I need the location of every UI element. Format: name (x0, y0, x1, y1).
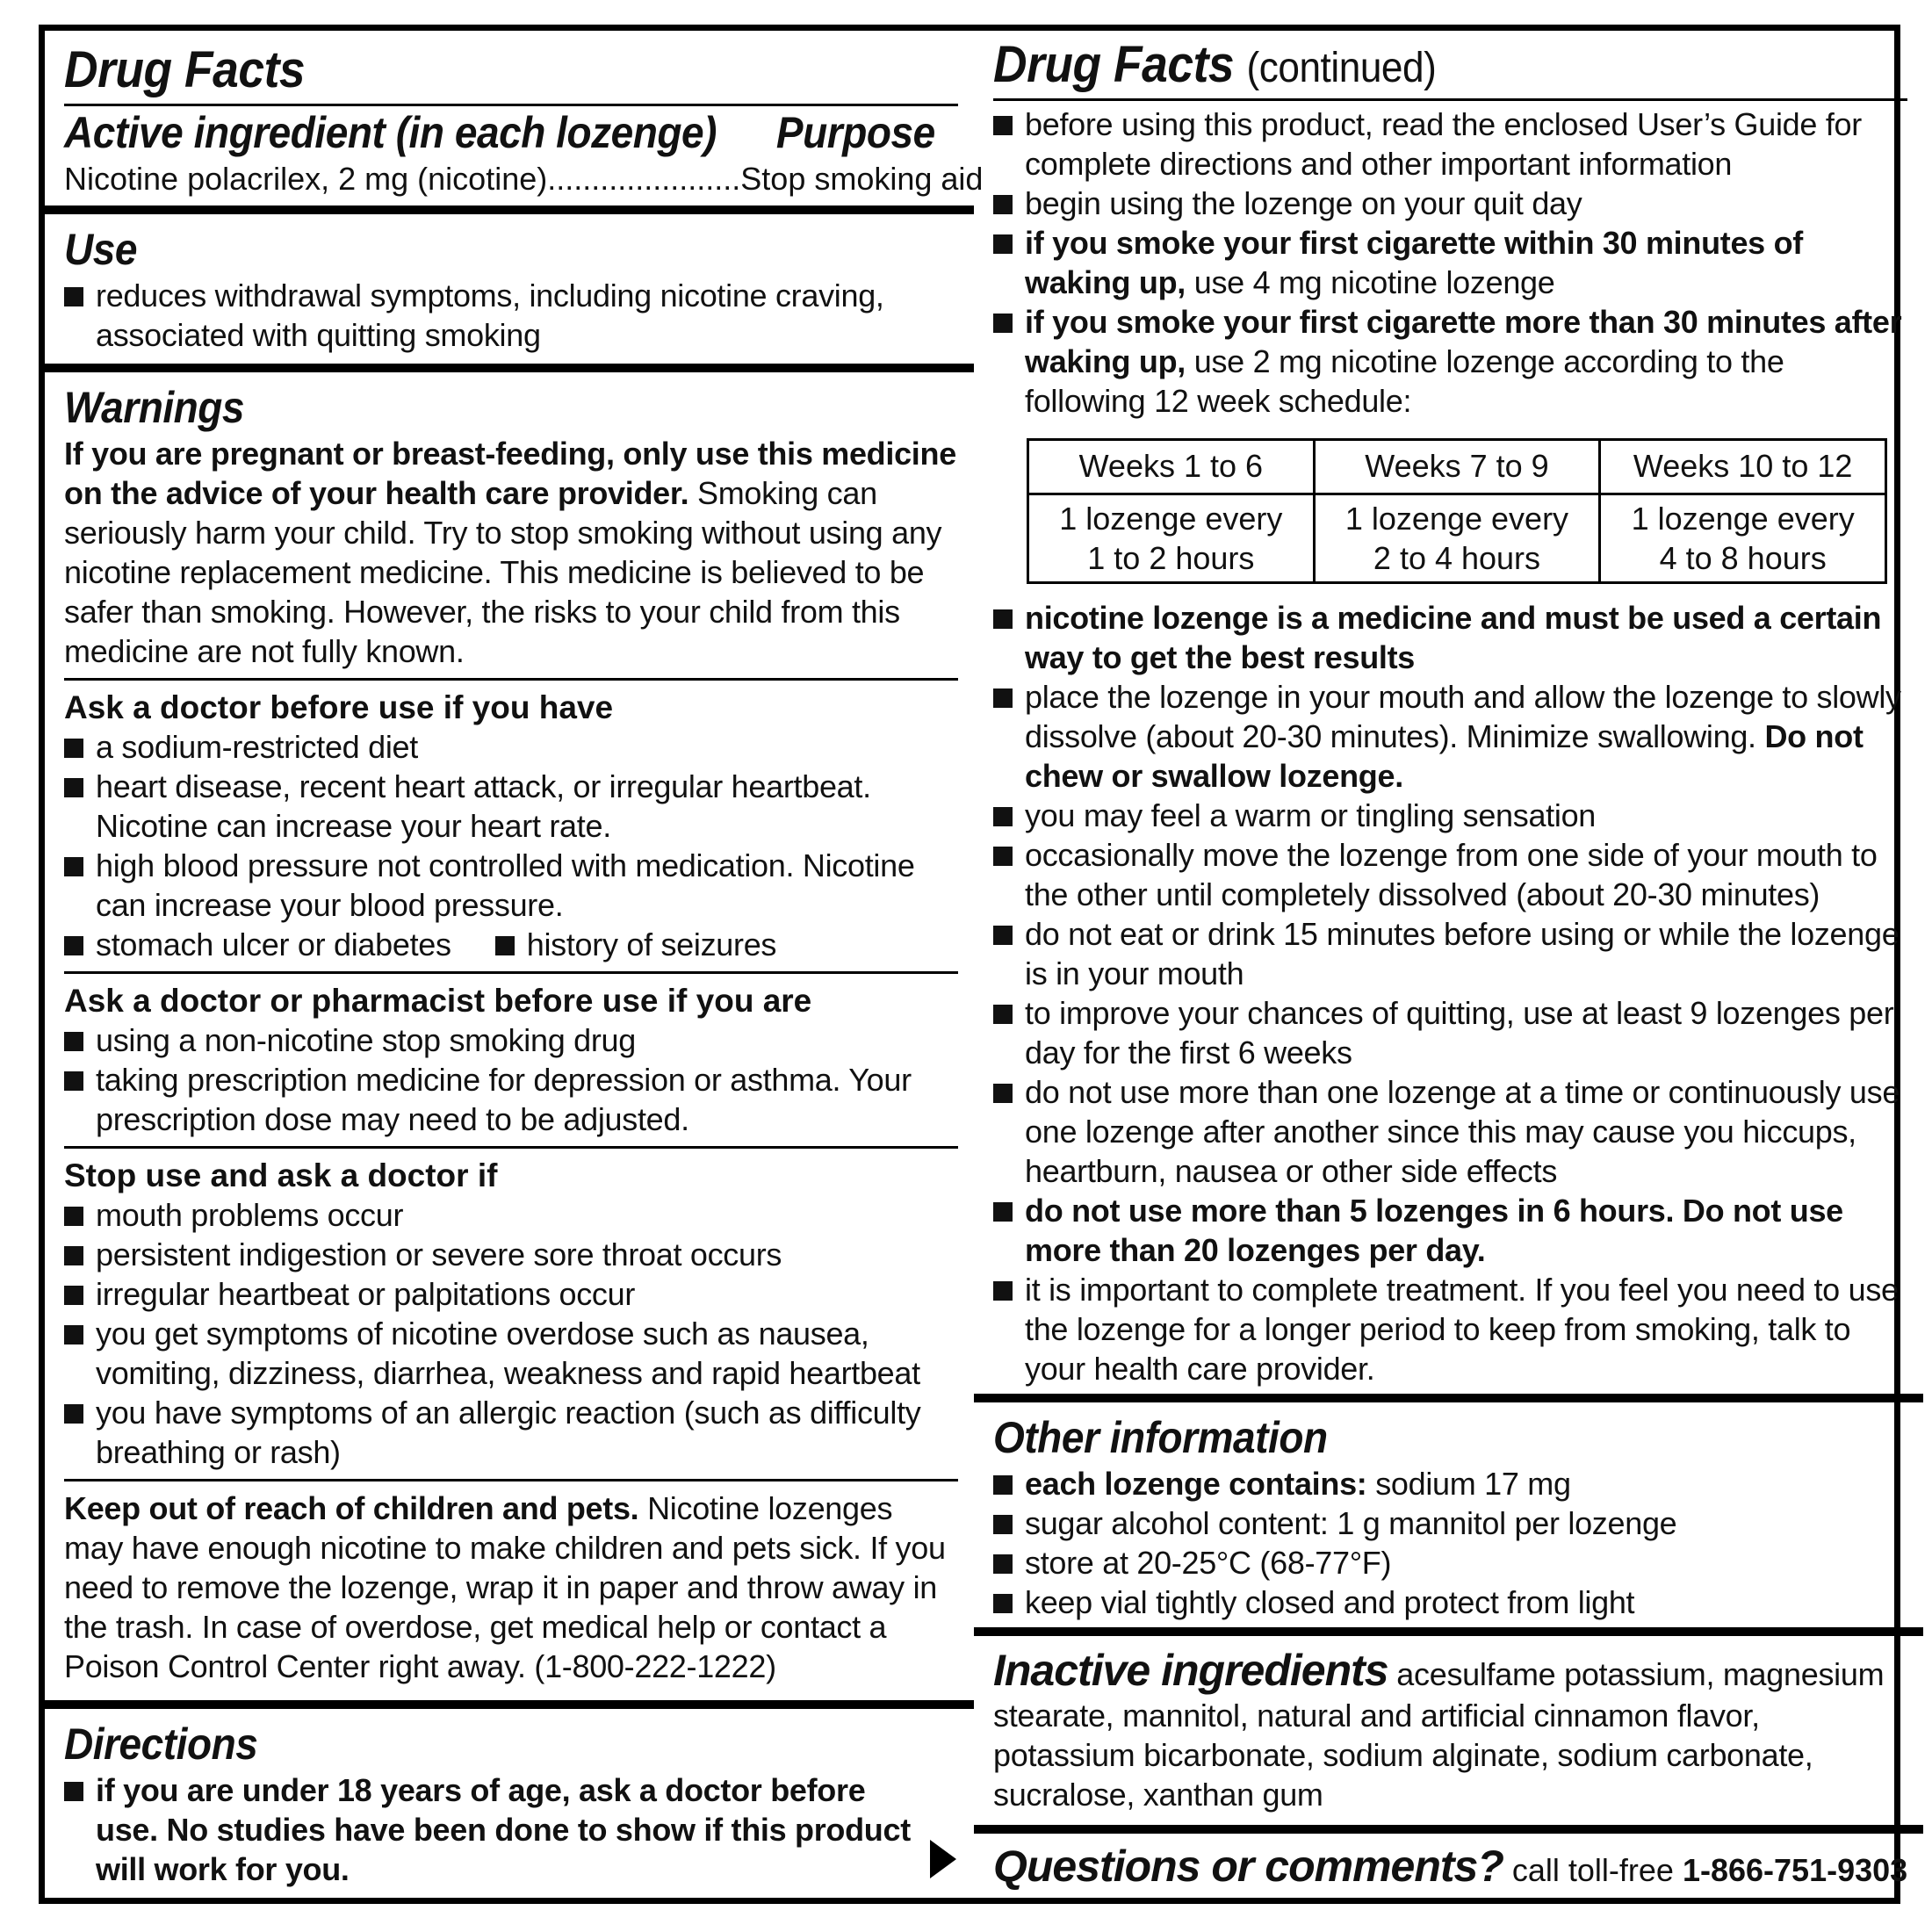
other-information-panel (974, 1394, 1923, 1627)
directions-heading: Directions (64, 1719, 258, 1769)
stop-use-heading: Stop use and ask a doctor if (64, 1157, 498, 1193)
active-ingredient-panel (45, 31, 984, 205)
schedule-header: Weeks 7 to 9 (1314, 439, 1600, 494)
active-ingredient-heading-row (64, 106, 935, 159)
ask-pharmacist-list (64, 1020, 958, 1139)
directions-list-b (993, 598, 1907, 1388)
ask-doctor-pair (64, 925, 958, 964)
active-ingredient-heading: Active ingredient (in each lozenge) (64, 107, 717, 157)
list-item: using a non-nicotine stop smoking drug (64, 1020, 958, 1060)
schedule-cell: 1 lozenge every 1 to 2 hours (1028, 494, 1315, 582)
table-row (1028, 494, 1886, 582)
list-item: do not use more than 5 lozenges in 6 hours. Do not use more than 20 lozenges per day. (993, 1191, 1907, 1270)
table-row (1028, 439, 1886, 494)
list-item: sugar alcohol content: 1 g mannitol per lozenge (993, 1503, 1907, 1543)
use-list (64, 276, 958, 355)
ingredient-row (64, 159, 984, 198)
list-item: each lozenge contains: sodium 17 mg (993, 1464, 1907, 1503)
drug-facts-title: Drug Facts (64, 41, 306, 98)
ask-doctor-list (64, 727, 958, 925)
list-item: to improve your chances of quitting, use at least 9 lozenges per day for the first 6 weeks (993, 993, 1907, 1072)
warnings-heading: Warnings (64, 382, 245, 432)
list-item: you get symptoms of nicotine overdose such as nausea, vomiting, dizziness, diarrhea, weakness and rapid heartbeat (64, 1314, 958, 1393)
continue-arrow-icon (930, 1840, 956, 1878)
list-item: if you are under 18 years of age, ask a doctor before use. No studies have been done to show if this product will work for you. (64, 1770, 958, 1889)
directions-list-a (993, 105, 1907, 421)
list-item: keep vial tightly closed and protect from light (993, 1582, 1907, 1622)
keep-out-section (64, 1479, 958, 1695)
use-heading: Use (64, 224, 138, 274)
ingredient-purpose: Stop smoking aid (740, 160, 984, 197)
stop-use-list (64, 1195, 958, 1472)
ask-doctor-section (64, 678, 958, 964)
list-item: it is important to complete treatment. If you feel you need to use the lozenge for a longer period to keep from smoking, talk to your health care provider. (993, 1270, 1907, 1388)
questions-panel (974, 1825, 1923, 1899)
list-item: heart disease, recent heart attack, or irregular heartbeat. Nicotine can increase your heart rate. (64, 767, 958, 846)
drug-facts-continued-title: Drug Facts (continued) (993, 36, 1437, 93)
list-item: you may feel a warm or tingling sensation (993, 796, 1907, 835)
purpose-heading: Purpose (775, 107, 935, 157)
list-item: history of seizures (495, 925, 776, 964)
directions-continued-panel (974, 31, 1923, 1394)
list-item: do not use more than one lozenge at a time or continuously use one lozenge after another since this may cause you hiccups, heartburn, nausea or other side effects (993, 1072, 1907, 1191)
inactive-ingredients-panel (974, 1627, 1923, 1825)
list-item: irregular heartbeat or palpitations occur (64, 1274, 958, 1314)
list-item: begin using the lozenge on your quit day (993, 184, 1907, 223)
list-item: a sodium-restricted diet (64, 727, 958, 767)
schedule-header: Weeks 10 to 12 (1600, 439, 1886, 494)
schedule-cell: 1 lozenge every 4 to 8 hours (1600, 494, 1886, 582)
inactive-ingredients-text: Inactive ingredients acesulfame potassium, magnesium stearate, mannitol, natural and artificial cinnamon flavor, potassium bicarbonate, sodium alginate, sodium carbonate, sucralose, xanthan gum (993, 1645, 1885, 1813)
right-column (974, 31, 1923, 1898)
questions-heading: Questions or comments? (993, 1841, 1503, 1891)
use-panel (45, 205, 974, 364)
left-column (45, 31, 984, 1898)
list-item: if you smoke your first cigarette within 30 minutes of waking up, use 4 mg nicotine lozenge (993, 223, 1907, 302)
other-information-heading: Other information (993, 1412, 1328, 1462)
list-item: place the lozenge in your mouth and allow the lozenge to slowly dissolve (about 20-30 minutes). Minimize swallowing. Do not chew or swallow lozenge. (993, 677, 1907, 796)
ask-pharmacist-section (64, 971, 958, 1139)
list-item: you have symptoms of an allergic reaction (such as difficulty breathing or rash) (64, 1393, 958, 1472)
list-item: store at 20-25°C (68-77°F) (993, 1543, 1907, 1582)
stop-use-section (64, 1146, 958, 1472)
ask-pharmacist-heading: Ask a doctor or pharmacist before use if you are (64, 982, 812, 1019)
list-item: do not eat or drink 15 minutes before using or while the lozenge is in your mouth (993, 914, 1907, 993)
schedule-cell: 1 lozenge every 2 to 4 hours (1314, 494, 1600, 582)
list-item: mouth problems occur (64, 1195, 958, 1235)
list-item: nicotine lozenge is a medicine and must be used a certain way to get the best results (993, 598, 1907, 677)
ingredient-dots: ...................... (547, 160, 741, 197)
pregnancy-warning: If you are pregnant or breast-feeding, only use this medicine on the advice of your health care provider. Smoking can seriously harm your child. Try to stop smoking without using any nicotine replacement medicine. This medicine is believed to be safer than smoking. However, the risks to your child from this medicine are not fully known. (64, 435, 956, 669)
list-item: reduces withdrawal symptoms, including nicotine craving, associated with quitting smoking (64, 276, 958, 355)
inactive-ingredients-heading: Inactive ingredients (993, 1645, 1388, 1695)
drug-facts-label (39, 25, 1908, 1904)
toll-free-phone: 1-866-751-9303 (1682, 1851, 1908, 1888)
list-item: high blood pressure not controlled with medication. Nicotine can increase your blood pressure. (64, 846, 958, 925)
list-item: occasionally move the lozenge from one side of your mouth to the other until completely dissolved (about 20-30 minutes) (993, 835, 1907, 914)
list-item: stomach ulcer or diabetes (64, 925, 451, 964)
list-item: before using this product, read the enclosed User’s Guide for complete directions and other important information (993, 105, 1907, 184)
list-item: if you smoke your first cigarette more than 30 minutes after waking up, use 2 mg nicotine lozenge according to the following 12 week schedule: (993, 302, 1907, 421)
list-item: taking prescription medicine for depression or asthma. Your prescription dose may need to be adjusted. (64, 1060, 958, 1139)
schedule-header: Weeks 1 to 6 (1028, 439, 1315, 494)
questions-text: call toll-free (1503, 1851, 1683, 1888)
ingredient-name: Nicotine polacrilex, 2 mg (nicotine) (64, 160, 548, 197)
other-information-list (993, 1464, 1907, 1622)
keep-out-text: Keep out of reach of children and pets. Nicotine lozenges may have enough nicotine to make children and pets sick. If you need to remove the lozenge, wrap it in paper and throw away in the trash. In case of overdose, get medical help or contact a Poison Control Center right away. (1-800-222-1222) (64, 1489, 946, 1684)
warnings-panel (45, 364, 974, 1700)
list-item: persistent indigestion or severe sore throat occurs (64, 1235, 958, 1274)
directions-panel (45, 1700, 974, 1898)
dosing-schedule-table (1027, 438, 1887, 584)
ask-doctor-heading: Ask a doctor before use if you have (64, 688, 614, 725)
